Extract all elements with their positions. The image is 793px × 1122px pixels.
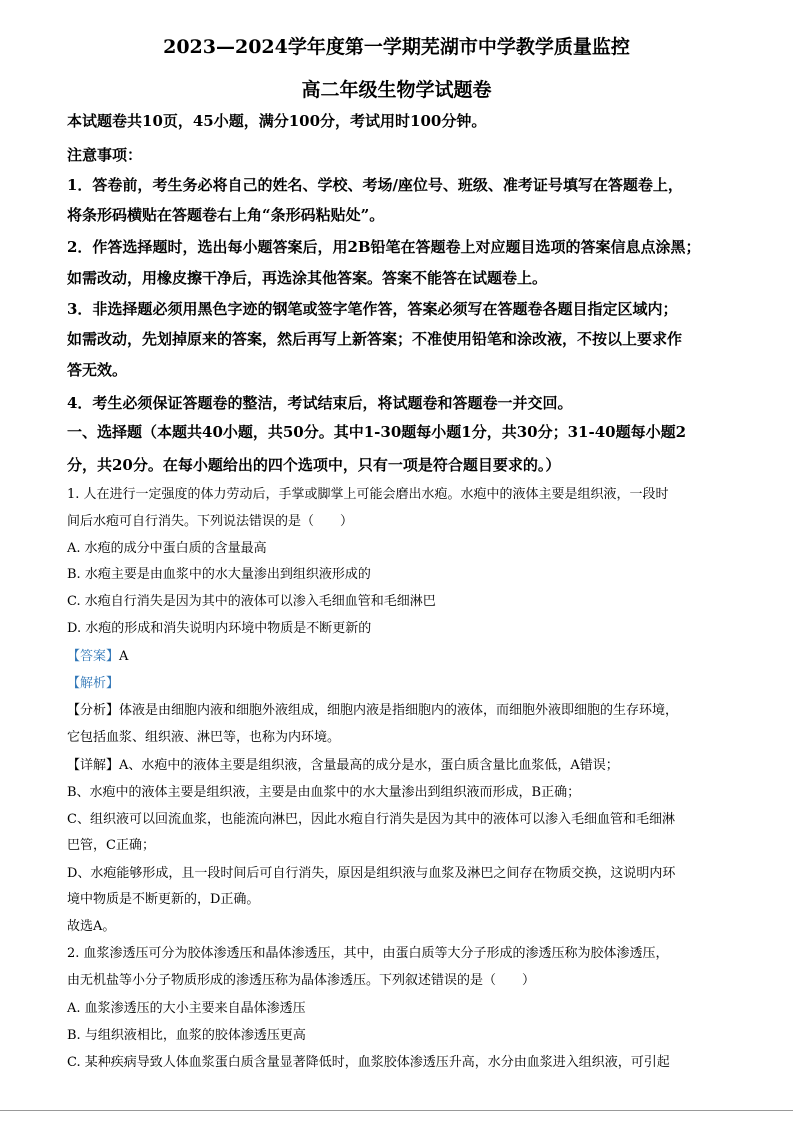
q1-xiangjie-c-line-1: C、组织液可以回流血浆，也能流向淋巴，因此水疱自行消失是因为其中的液体可以渗入毛细血管和毛细淋 (67, 812, 675, 827)
xiangjie-a-text: A、水疱中的液体主要是组织液，含量最高的成分是水，蛋白质含量比血浆低，A错误； (119, 758, 619, 773)
analysis-tag: 【解析】 (67, 676, 120, 691)
note-2-line-1: 2．作答选择题时，选出每小题答案后，用2B铅笔在答题卷上对应题目选项的答案信息点涂黑； (67, 238, 701, 256)
exam-title: 2023—2024学年度第一学期芜湖市中学教学质量监控 (163, 36, 630, 58)
q2-option-b: B. 与组织液相比，血浆的胶体渗透压更高 (67, 1028, 306, 1043)
q1-stem-line-1: 1. 人在进行一定强度的体力劳动后，手掌或脚掌上可能会磨出水疱。水疱中的液体主要是组织液，一段时 (67, 487, 669, 502)
q1-fenxi-line-2: 它包括血浆、组织液、淋巴等，也称为内环境。 (67, 730, 341, 745)
note-3-line-1: 3．非选择题必须用黑色字迹的钢笔或签字笔作答，答案必须写在答题卷各题目指定区域内； (67, 300, 678, 318)
note-1-line-1: 1．答卷前，考生务必将自己的姓名、学校、考场/座位号、班级、准考证号填写在答题卷上， (67, 176, 683, 194)
q1-answer (67, 650, 128, 663)
q1-option-b: B. 水疱主要是由血浆中的水大量渗出到组织液形成的 (67, 567, 371, 582)
q1-option-a: A. 水疱的成分中蛋白质的含量最高 (67, 541, 267, 556)
fenxi-tag: 【分析】 (67, 703, 120, 718)
q1-conclusion: 故选A。 (67, 919, 116, 934)
note-1-line-2: 将条形码横贴在答题卷右上角“条形码粘贴处”。 (67, 206, 385, 224)
answer-value: A (119, 649, 129, 664)
q1-xiangjie-c-line-2: 巴管，C正确； (67, 838, 155, 853)
q2-stem-line-1: 2. 血浆渗透压可分为胶体渗透压和晶体渗透压，其中，由蛋白质等大分子形成的渗透压称为胶体渗透压， (67, 946, 669, 961)
q1-xiangjie-b: B、水疱中的液体主要是组织液，主要是由血浆中的水大量渗出到组织液而形成，B正确； (67, 785, 581, 800)
answer-tag: 【答案】 (67, 649, 120, 664)
q1-fenxi-line-1 (67, 704, 678, 717)
page-bottom-rule (0, 1110, 793, 1111)
note-2-line-2: 如需改动，用橡皮擦干净后，再选涂其他答案。答案不能答在试题卷上。 (67, 269, 548, 287)
notice-heading: 注意事项： (67, 146, 143, 164)
q1-stem-line-2: 间后水疱可自行消失。下列说法错误的是（ ） (67, 514, 354, 529)
q1-xiangjie-a (67, 759, 619, 772)
xiangjie-tag: 【详解】 (67, 758, 120, 773)
q1-xiangjie-d-line-1: D、水疱能够形成，且一段时间后可自行消失，原因是组织液与血浆及淋巴之间存在物质交换，这说明内环 (67, 866, 676, 881)
exam-summary: 本试题卷共10页，45小题，满分100分，考试用时100分钟。 (67, 112, 487, 130)
section-1-heading-line-1: 一、选择题（本题共40小题，共50分。其中1-30题每小题1分，共30分；31-40题每小题2 (67, 423, 687, 441)
q2-option-c: C. 某种疾病导致人体血浆蛋白质含量显著降低时，血浆胶体渗透压升高，水分由血浆进入组织液，可引起 (67, 1055, 670, 1070)
note-3-line-2: 如需改动，先划掉原来的答案，然后再写上新答案；不准使用铅笔和涂改液，不按以上要求作 (67, 330, 683, 348)
q1-xiangjie-d-line-2: 境中物质是不断更新的，D正确。 (67, 892, 260, 907)
exam-subtitle: 高二年级生物学试题卷 (301, 79, 492, 101)
note-3-line-3: 答无效。 (67, 361, 128, 379)
q2-option-a: A. 血浆渗透压的大小主要来自晶体渗透压 (67, 1001, 306, 1016)
q2-stem-line-2: 由无机盐等小分子物质形成的渗透压称为晶体渗透压。下列叙述错误的是（ ） (67, 973, 536, 988)
section-1-heading-line-2: 分，共20分。在每小题给出的四个选项中，只有一项是符合题目要求的。） (67, 456, 561, 474)
q1-option-d: D. 水疱的形成和消失说明内环境中物质是不断更新的 (67, 621, 372, 636)
fenxi-text: 体液是由细胞内液和细胞外液组成，细胞内液是指细胞内的液体，而细胞外液即细胞的生存环境， (119, 703, 679, 718)
q1-option-c: C. 水疱自行消失是因为其中的液体可以渗入毛细血管和毛细淋巴 (67, 594, 436, 609)
note-4-line-1: 4．考生必须保证答题卷的整洁，考试结束后，将试题卷和答题卷一并交回。 (67, 394, 573, 412)
